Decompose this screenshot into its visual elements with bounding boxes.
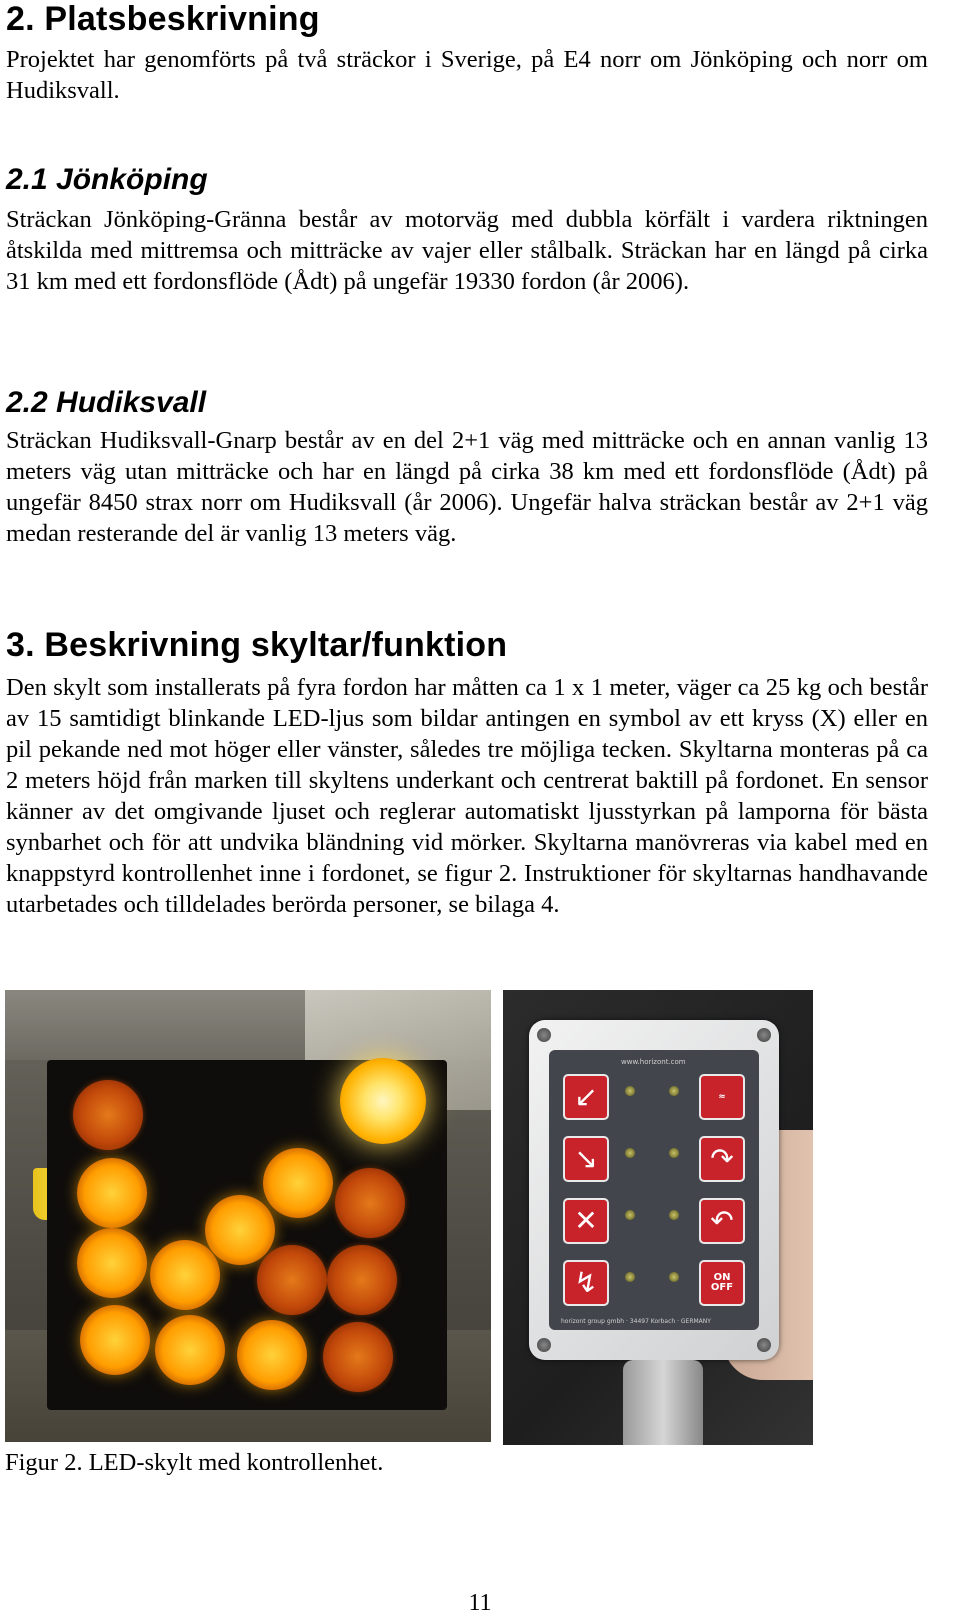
section-2-2-heading: 2.2 Hudiksvall [6, 386, 207, 419]
indicator-led [669, 1272, 679, 1282]
figure-caption: Figur 2. LED-skylt med kontrollenhet. [5, 1449, 384, 1476]
screw-icon [757, 1338, 771, 1352]
controller-panel [549, 1050, 759, 1330]
led-lamp [323, 1322, 393, 1392]
indicator-led [669, 1086, 679, 1096]
screw-icon [537, 1338, 551, 1352]
led-lamp [80, 1305, 150, 1375]
indicator-led [625, 1272, 635, 1282]
arrow-down-left-icon: ↙ [563, 1074, 609, 1120]
off-label: OFF [710, 1282, 734, 1293]
led-lamp [77, 1158, 147, 1228]
led-lamp [237, 1320, 307, 1390]
section-2-1-heading: 2.1 Jönköping [6, 163, 208, 196]
led-lamp [335, 1168, 405, 1238]
indicator-led [625, 1148, 635, 1158]
section-3-text: Den skylt som installerats på fyra fordon har måtten ca 1 x 1 meter, väger ca 25 kg och består av 15 samtidigt blinkande LED-ljus som bildar antingen en symbol av ett kryss (X) eller en pil pekande ned mot höger eller vänster, således tre möjliga tecken. Skyltarna monteras på ca 2 meters höjd från marken till skyltens underkant och centrerat baktill på fordonet. En sensor känner av det omgivande ljuset och reglerar automatiskt ljusstyrkan på lamporna för bästa synbarhet och för att undvika bländning vid mörker. Skyltarna manövreras via kabel med en knappstyrd kontrollenhet inne i fordonet, se figur 2. Instruktioner för skyltarnas handhavande utarbetades och tilldelades berörda personer, se bilaga 4. [6, 674, 928, 918]
horizont-logo-icon: ≈ [699, 1074, 745, 1120]
indicator-led [669, 1148, 679, 1158]
on-label: ON [713, 1272, 731, 1283]
section-2-text: Projektet har genomförts på två sträckor i Sverige, på E4 norr om Jönköping och norr om Hudiksvall. [6, 46, 928, 104]
controller-footer-label: horizont group gmbh · 34497 Korbach · GERMANY [561, 1318, 711, 1325]
cross-icon: ✕ [563, 1198, 609, 1244]
section-2-2-text: Sträckan Hudiksvall-Gnarp består av en del 2+1 väg med mitträcke och en annan vanlig 13 meters väg utan mitträcke och har en längd på cirka 38 km med ett fordonsflöde (Ådt) på ungefär 8450 strax norr om Hudiksvall (år 2006). Ungefär halva sträckan består av 2+1 väg medan resterande del är vanlig 13 meters väg. [6, 427, 928, 547]
led-lamp [77, 1228, 147, 1298]
led-lamp [327, 1245, 397, 1315]
arrow-return-right-icon: ↷ [699, 1136, 745, 1182]
led-lamp [263, 1148, 333, 1218]
arrow-return-left-icon: ↶ [699, 1198, 745, 1244]
screw-icon [537, 1028, 551, 1042]
indicator-led [625, 1210, 635, 1220]
controller-cable [623, 1360, 703, 1445]
section-3-heading: 3. Beskrivning skyltar/funktion [6, 626, 508, 664]
controller-url-label: www.horizont.com [621, 1058, 686, 1066]
led-sign-photo [5, 990, 491, 1442]
controller-photo [503, 990, 813, 1445]
lightning-icon: ↯ [563, 1260, 609, 1306]
on-off-icon [699, 1260, 745, 1306]
arrow-down-right-icon: ↘ [563, 1136, 609, 1182]
screw-icon [757, 1028, 771, 1042]
indicator-led [625, 1086, 635, 1096]
led-lamp [340, 1058, 426, 1144]
led-lamp [150, 1240, 220, 1310]
led-lamp [155, 1315, 225, 1385]
section-2-heading: 2. Platsbeskrivning [6, 0, 320, 38]
indicator-led [669, 1210, 679, 1220]
section-2-1-text: Sträckan Jönköping-Gränna består av motorväg med dubbla körfält i vardera riktningen åtskilda med mittremsa och mitträcke av vajer eller stålbalk. Sträckan har en längd på cirka 31 km med ett fordonsflöde (Ådt) på ungefär 19330 fordon (år 2006). [6, 206, 928, 295]
led-lamp [205, 1195, 275, 1265]
page-number: 11 [468, 1590, 492, 1616]
led-lamp [73, 1080, 143, 1150]
led-lamp [257, 1245, 327, 1315]
